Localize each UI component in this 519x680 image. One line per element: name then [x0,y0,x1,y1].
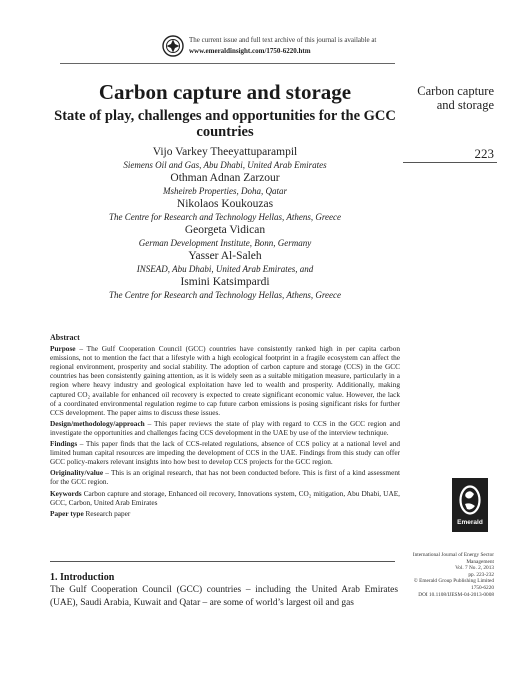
journal-info-line: © Emerald Group Publishing Limited [413,578,494,585]
abstract-keywords [50,489,400,507]
findings-label: Findings [50,439,78,449]
author-entry [40,250,410,275]
author-affiliation: German Development Institute, Bonn, Germany [138,238,312,248]
author-affiliation: Siemens Oil and Gas, Abu Dhabi, United Arab Emirates [123,160,327,170]
abstract-paper-type [50,509,400,518]
paper-subtitle: State of play, challenges and opportunities for the GCC countries [54,108,396,140]
purpose-text: – The Gulf Cooperation Council (GCC) countries have consistently ranked high in per capita carbon emissions, not to mention the fact that a lifestyle with a high ecological footprint in a fragile ecosystem can affect the regional environment, prosperity and social stability. The adoption of carbon capture and storage (CCS) in the GCC countries has been consistently gaining attention, as it is widely seen as a suitable mitigation measure, particularly in a region where heavy industry and geological exploitation have led to wealth and prosperity. Additionally, making captured CO₂ available for enhanced oil recovery is expected to create significant economic value. However, the lack of a coordinated environmental regulation regime to cap future carbon emissions is posing significant risks for further CCS development. The paper aims to discuss these issues. [50,344,400,417]
author-affiliation: The Centre for Research and Technology Hellas, Athens, Greece [109,212,341,222]
page-number: 223 [474,146,494,161]
section-divider [50,561,395,562]
paper-type-label: Paper type [50,508,84,518]
originality-label: Originality/value [50,468,104,478]
findings-text: – This paper finds that the lack of CCS-related regulations, absence of CCS policy at a national level and limited human capital resources are impeding the development of CCS in the UAE. Findings from this study can offer GCC policy-makers relevant insights into how best to develop CCS projects for the GCC region. [50,439,400,467]
journal-url-link[interactable]: www.emeraldinsight.com/1750-6220.htm [189,47,311,55]
author-name: Georgeta Vidican [184,224,266,236]
notice-text: The current issue and full text archive of this journal is available at [189,36,377,44]
emerald-logo-text: Emerald [457,519,483,526]
emerald-insight-logo-icon [162,35,184,57]
author-affiliation: Msheireb Properties, Doha, Qatar [162,186,288,196]
abstract-purpose [50,344,400,417]
journal-info-line: DOI 10.1108/IJESM-04-2013-0008 [418,591,494,598]
journal-info-line: Vol. 7 No. 2, 2013 [455,565,494,572]
emerald-publisher-badge [452,478,488,532]
abstract-design [50,419,400,437]
author-list [40,146,410,302]
journal-info-line: pp. 223-232 [468,571,494,578]
section-body-text: The Gulf Cooperation Council (GCC) countries – including the United Arab Emirates (UAE), Saudi Arabia, Kuwait and Qatar – are some of world’s largest oil and gas [50,585,398,608]
emerald-logo-icon [459,485,481,517]
abstract-section [50,333,400,520]
header-divider [60,63,395,64]
author-name: Othman Adnan Zarzour [170,172,280,184]
author-entry [40,224,410,249]
author-affiliation: INSEAD, Abu Dhabi, United Arab Emirates, and [136,264,314,274]
section-heading: 1. Introduction [50,572,115,583]
page-number-divider [403,162,497,163]
abstract-originality [50,468,400,486]
design-text: – This paper reviews the state of play with regard to CCS in the GCC region and investigate the opportunities and challenges facing CCS development in the UAE by use of the interview technique. [50,418,400,437]
author-name: Ismini Katsimpardi [180,276,270,288]
journal-info-line: 1750-6220 [471,584,494,591]
author-name: Yasser Al-Saleh [188,250,262,262]
purpose-label: Purpose [50,344,76,354]
journal-citation-info [402,552,494,598]
author-name: Nikolaos Koukouzas [176,198,274,210]
keywords-label: Keywords [50,488,82,498]
originality-text: – This is an original research, that has not been conducted before. This is first of a kind assessment for the GCC region. [50,468,400,487]
author-entry [40,276,410,301]
running-title: Carbon capture and storage [417,84,494,112]
journal-archive-notice [162,34,422,60]
abstract-findings [50,439,400,466]
author-entry [40,146,410,171]
journal-info-line: International Journal of Energy Sector [412,552,494,558]
journal-info-line: Management [466,558,494,565]
keywords-text: Carbon capture and storage, Enhanced oil recovery, Innovations system, CO₂ mitigation, Abu Dhabi, UAE, GCC, Carbon, United Arab Emirates [50,488,400,507]
abstract-heading: Abstract [50,333,80,342]
author-entry [40,198,410,223]
author-entry [40,172,410,197]
paper-title: Carbon capture and storage [98,80,352,104]
author-affiliation: The Centre for Research and Technology Hellas, Athens, Greece [109,290,341,300]
design-label: Design/methodology/approach [50,418,145,428]
paper-type-text: Research paper [83,508,131,518]
author-name: Vijo Varkey Theeyattuparampil [152,146,298,158]
